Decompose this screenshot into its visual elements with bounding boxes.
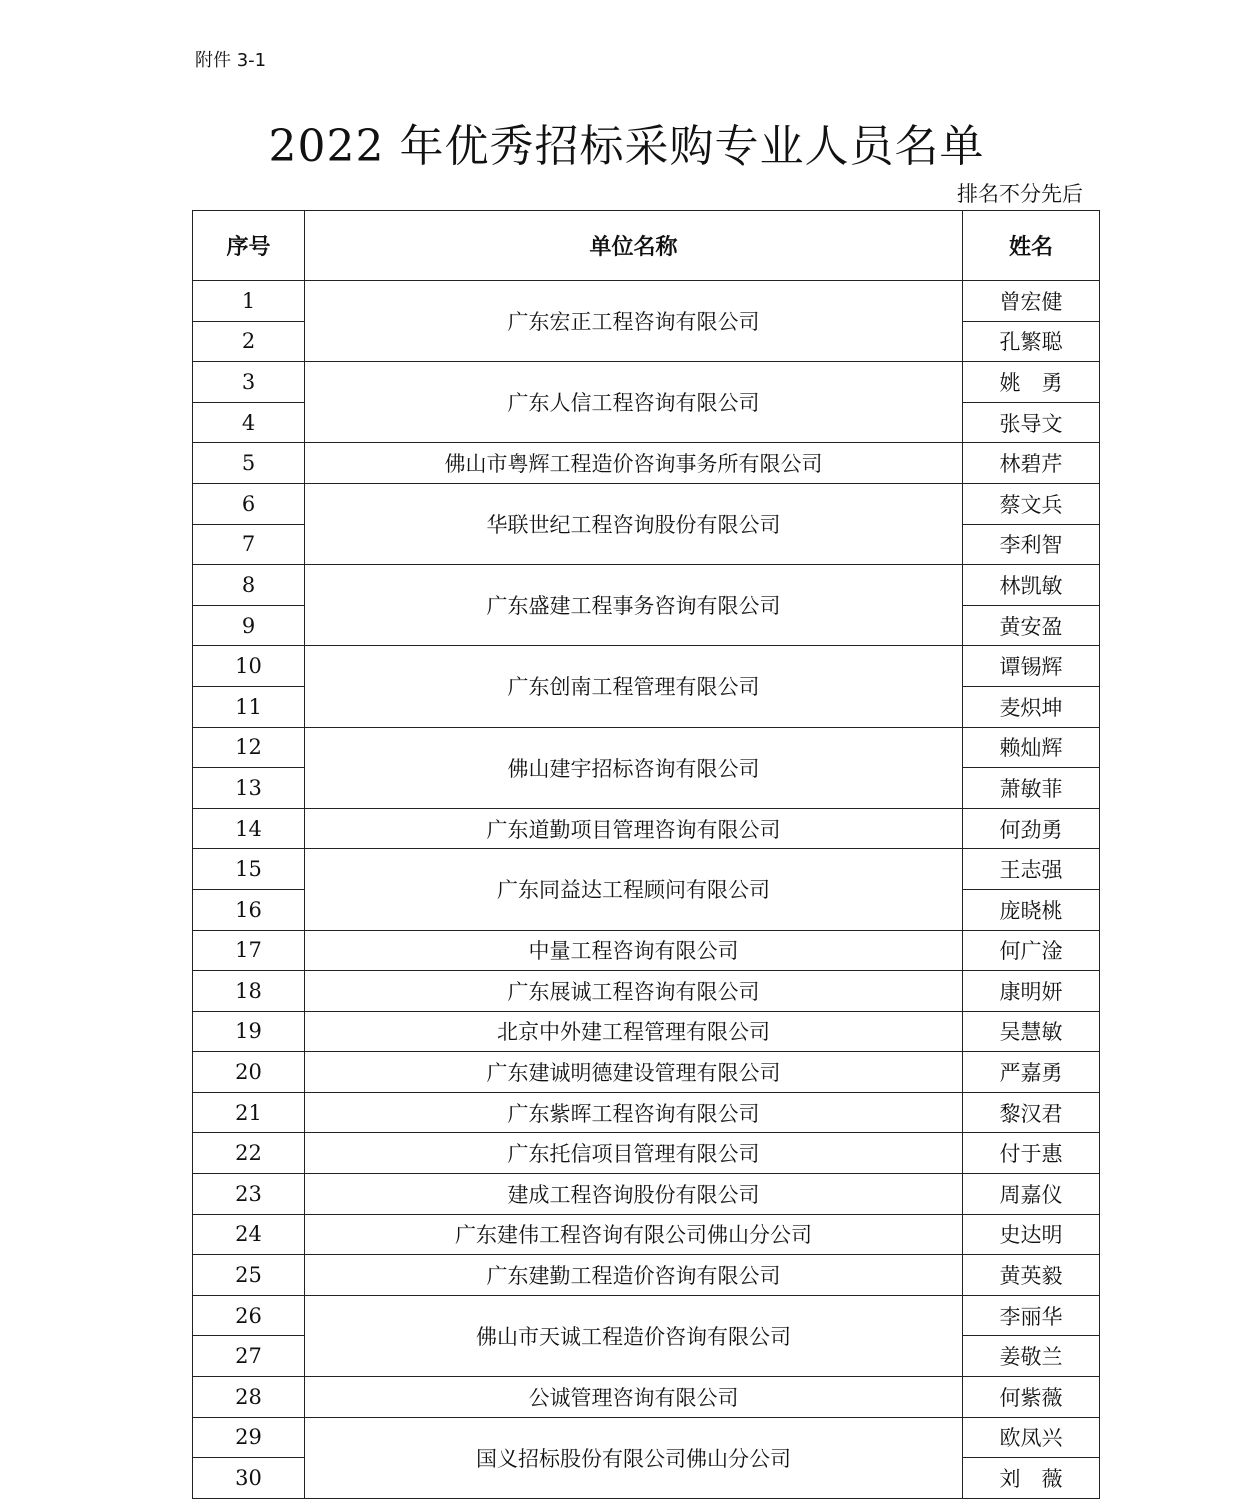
person-name-cell: 张导文 (963, 402, 1100, 443)
table-row (193, 646, 1100, 687)
person-name-cell: 曾宏健 (963, 281, 1100, 322)
header-organization: 单位名称 (305, 211, 963, 281)
organization-cell: 国义招标股份有限公司佛山分公司 (305, 1417, 963, 1498)
person-name-cell: 姜敬兰 (963, 1336, 1100, 1377)
table-row (193, 1052, 1100, 1093)
person-name-cell: 刘 薇 (963, 1458, 1100, 1499)
person-name-cell: 谭锡辉 (963, 646, 1100, 687)
organization-cell: 佛山市粤辉工程造价咨询事务所有限公司 (305, 443, 963, 484)
organization-cell: 广东创南工程管理有限公司 (305, 646, 963, 727)
table-row (193, 1011, 1100, 1052)
serial-cell: 29 (193, 1417, 305, 1458)
table-row (193, 727, 1100, 768)
serial-cell: 23 (193, 1174, 305, 1215)
organization-cell: 北京中外建工程管理有限公司 (305, 1011, 963, 1052)
person-name-cell: 吴慧敏 (963, 1011, 1100, 1052)
serial-cell: 10 (193, 646, 305, 687)
organization-cell: 广东同益达工程顾问有限公司 (305, 849, 963, 930)
table-row (193, 849, 1100, 890)
table-row (193, 281, 1100, 322)
organization-cell: 广东建伟工程咨询有限公司佛山分公司 (305, 1214, 963, 1255)
attachment-label: 附件 3-1 (195, 50, 267, 71)
person-name-cell: 何广淦 (963, 930, 1100, 971)
serial-cell: 21 (193, 1092, 305, 1133)
organization-cell: 广东盛建工程事务咨询有限公司 (305, 565, 963, 646)
organization-cell: 公诚管理咨询有限公司 (305, 1377, 963, 1418)
table-row (193, 808, 1100, 849)
serial-cell: 7 (193, 524, 305, 565)
person-name-cell: 麦炽坤 (963, 686, 1100, 727)
person-name-cell: 严嘉勇 (963, 1052, 1100, 1093)
header-serial: 序号 (193, 211, 305, 281)
organization-cell: 华联世纪工程咨询股份有限公司 (305, 483, 963, 564)
serial-cell: 24 (193, 1214, 305, 1255)
organization-cell: 广东人信工程咨询有限公司 (305, 362, 963, 443)
person-name-cell: 王志强 (963, 849, 1100, 890)
organization-cell: 广东道勤项目管理咨询有限公司 (305, 808, 963, 849)
serial-cell: 27 (193, 1336, 305, 1377)
person-name-cell: 李丽华 (963, 1295, 1100, 1336)
personnel-table (192, 210, 1100, 1499)
person-name-cell: 李利智 (963, 524, 1100, 565)
serial-cell: 2 (193, 321, 305, 362)
organization-cell: 广东建勤工程造价咨询有限公司 (305, 1255, 963, 1296)
serial-cell: 19 (193, 1011, 305, 1052)
table-row (193, 1174, 1100, 1215)
table-row (193, 930, 1100, 971)
table-header-row (193, 211, 1100, 281)
serial-cell: 8 (193, 565, 305, 606)
table-row (193, 1214, 1100, 1255)
organization-cell: 佛山市天诚工程造价咨询有限公司 (305, 1295, 963, 1376)
serial-cell: 17 (193, 930, 305, 971)
serial-cell: 15 (193, 849, 305, 890)
serial-cell: 4 (193, 402, 305, 443)
serial-cell: 11 (193, 686, 305, 727)
table-row (193, 483, 1100, 524)
serial-cell: 30 (193, 1458, 305, 1499)
person-name-cell: 何劲勇 (963, 808, 1100, 849)
table-row (193, 1255, 1100, 1296)
organization-cell: 广东紫晖工程咨询有限公司 (305, 1092, 963, 1133)
person-name-cell: 何紫薇 (963, 1377, 1100, 1418)
person-name-cell: 姚 勇 (963, 362, 1100, 403)
serial-cell: 25 (193, 1255, 305, 1296)
organization-cell: 中量工程咨询有限公司 (305, 930, 963, 971)
serial-cell: 13 (193, 768, 305, 809)
table-row (193, 1295, 1100, 1336)
person-name-cell: 欧凤兴 (963, 1417, 1100, 1458)
table-row (193, 565, 1100, 606)
person-name-cell: 史达明 (963, 1214, 1100, 1255)
organization-cell: 建成工程咨询股份有限公司 (305, 1174, 963, 1215)
serial-cell: 12 (193, 727, 305, 768)
organization-cell: 广东展诚工程咨询有限公司 (305, 971, 963, 1012)
ranking-note: 排名不分先后 (957, 182, 1083, 206)
serial-cell: 9 (193, 605, 305, 646)
table-row (193, 1133, 1100, 1174)
serial-cell: 5 (193, 443, 305, 484)
serial-cell: 22 (193, 1133, 305, 1174)
table-body (193, 281, 1100, 1499)
person-name-cell: 周嘉仪 (963, 1174, 1100, 1215)
serial-cell: 20 (193, 1052, 305, 1093)
person-name-cell: 蔡文兵 (963, 483, 1100, 524)
person-name-cell: 林凯敏 (963, 565, 1100, 606)
person-name-cell: 付于惠 (963, 1133, 1100, 1174)
person-name-cell: 黄安盈 (963, 605, 1100, 646)
serial-cell: 14 (193, 808, 305, 849)
serial-cell: 18 (193, 971, 305, 1012)
serial-cell: 6 (193, 483, 305, 524)
organization-cell: 广东宏正工程咨询有限公司 (305, 281, 963, 362)
organization-cell: 广东建诚明德建设管理有限公司 (305, 1052, 963, 1093)
person-name-cell: 林碧芹 (963, 443, 1100, 484)
person-name-cell: 康明妍 (963, 971, 1100, 1012)
table-row (193, 1417, 1100, 1458)
table-row (193, 443, 1100, 484)
table-row (193, 1377, 1100, 1418)
serial-cell: 3 (193, 362, 305, 403)
person-name-cell: 黄英毅 (963, 1255, 1100, 1296)
table-row (193, 362, 1100, 403)
page-title: 2022 年优秀招标采购专业人员名单 (268, 121, 985, 172)
serial-cell: 1 (193, 281, 305, 322)
serial-cell: 26 (193, 1295, 305, 1336)
organization-cell: 佛山建宇招标咨询有限公司 (305, 727, 963, 808)
organization-cell: 广东托信项目管理有限公司 (305, 1133, 963, 1174)
table-row (193, 971, 1100, 1012)
person-name-cell: 黎汉君 (963, 1092, 1100, 1133)
serial-cell: 28 (193, 1377, 305, 1418)
serial-cell: 16 (193, 889, 305, 930)
table-row (193, 1092, 1100, 1133)
person-name-cell: 孔繁聪 (963, 321, 1100, 362)
header-name: 姓名 (963, 211, 1100, 281)
person-name-cell: 庞晓桃 (963, 889, 1100, 930)
person-name-cell: 萧敏菲 (963, 768, 1100, 809)
person-name-cell: 赖灿辉 (963, 727, 1100, 768)
